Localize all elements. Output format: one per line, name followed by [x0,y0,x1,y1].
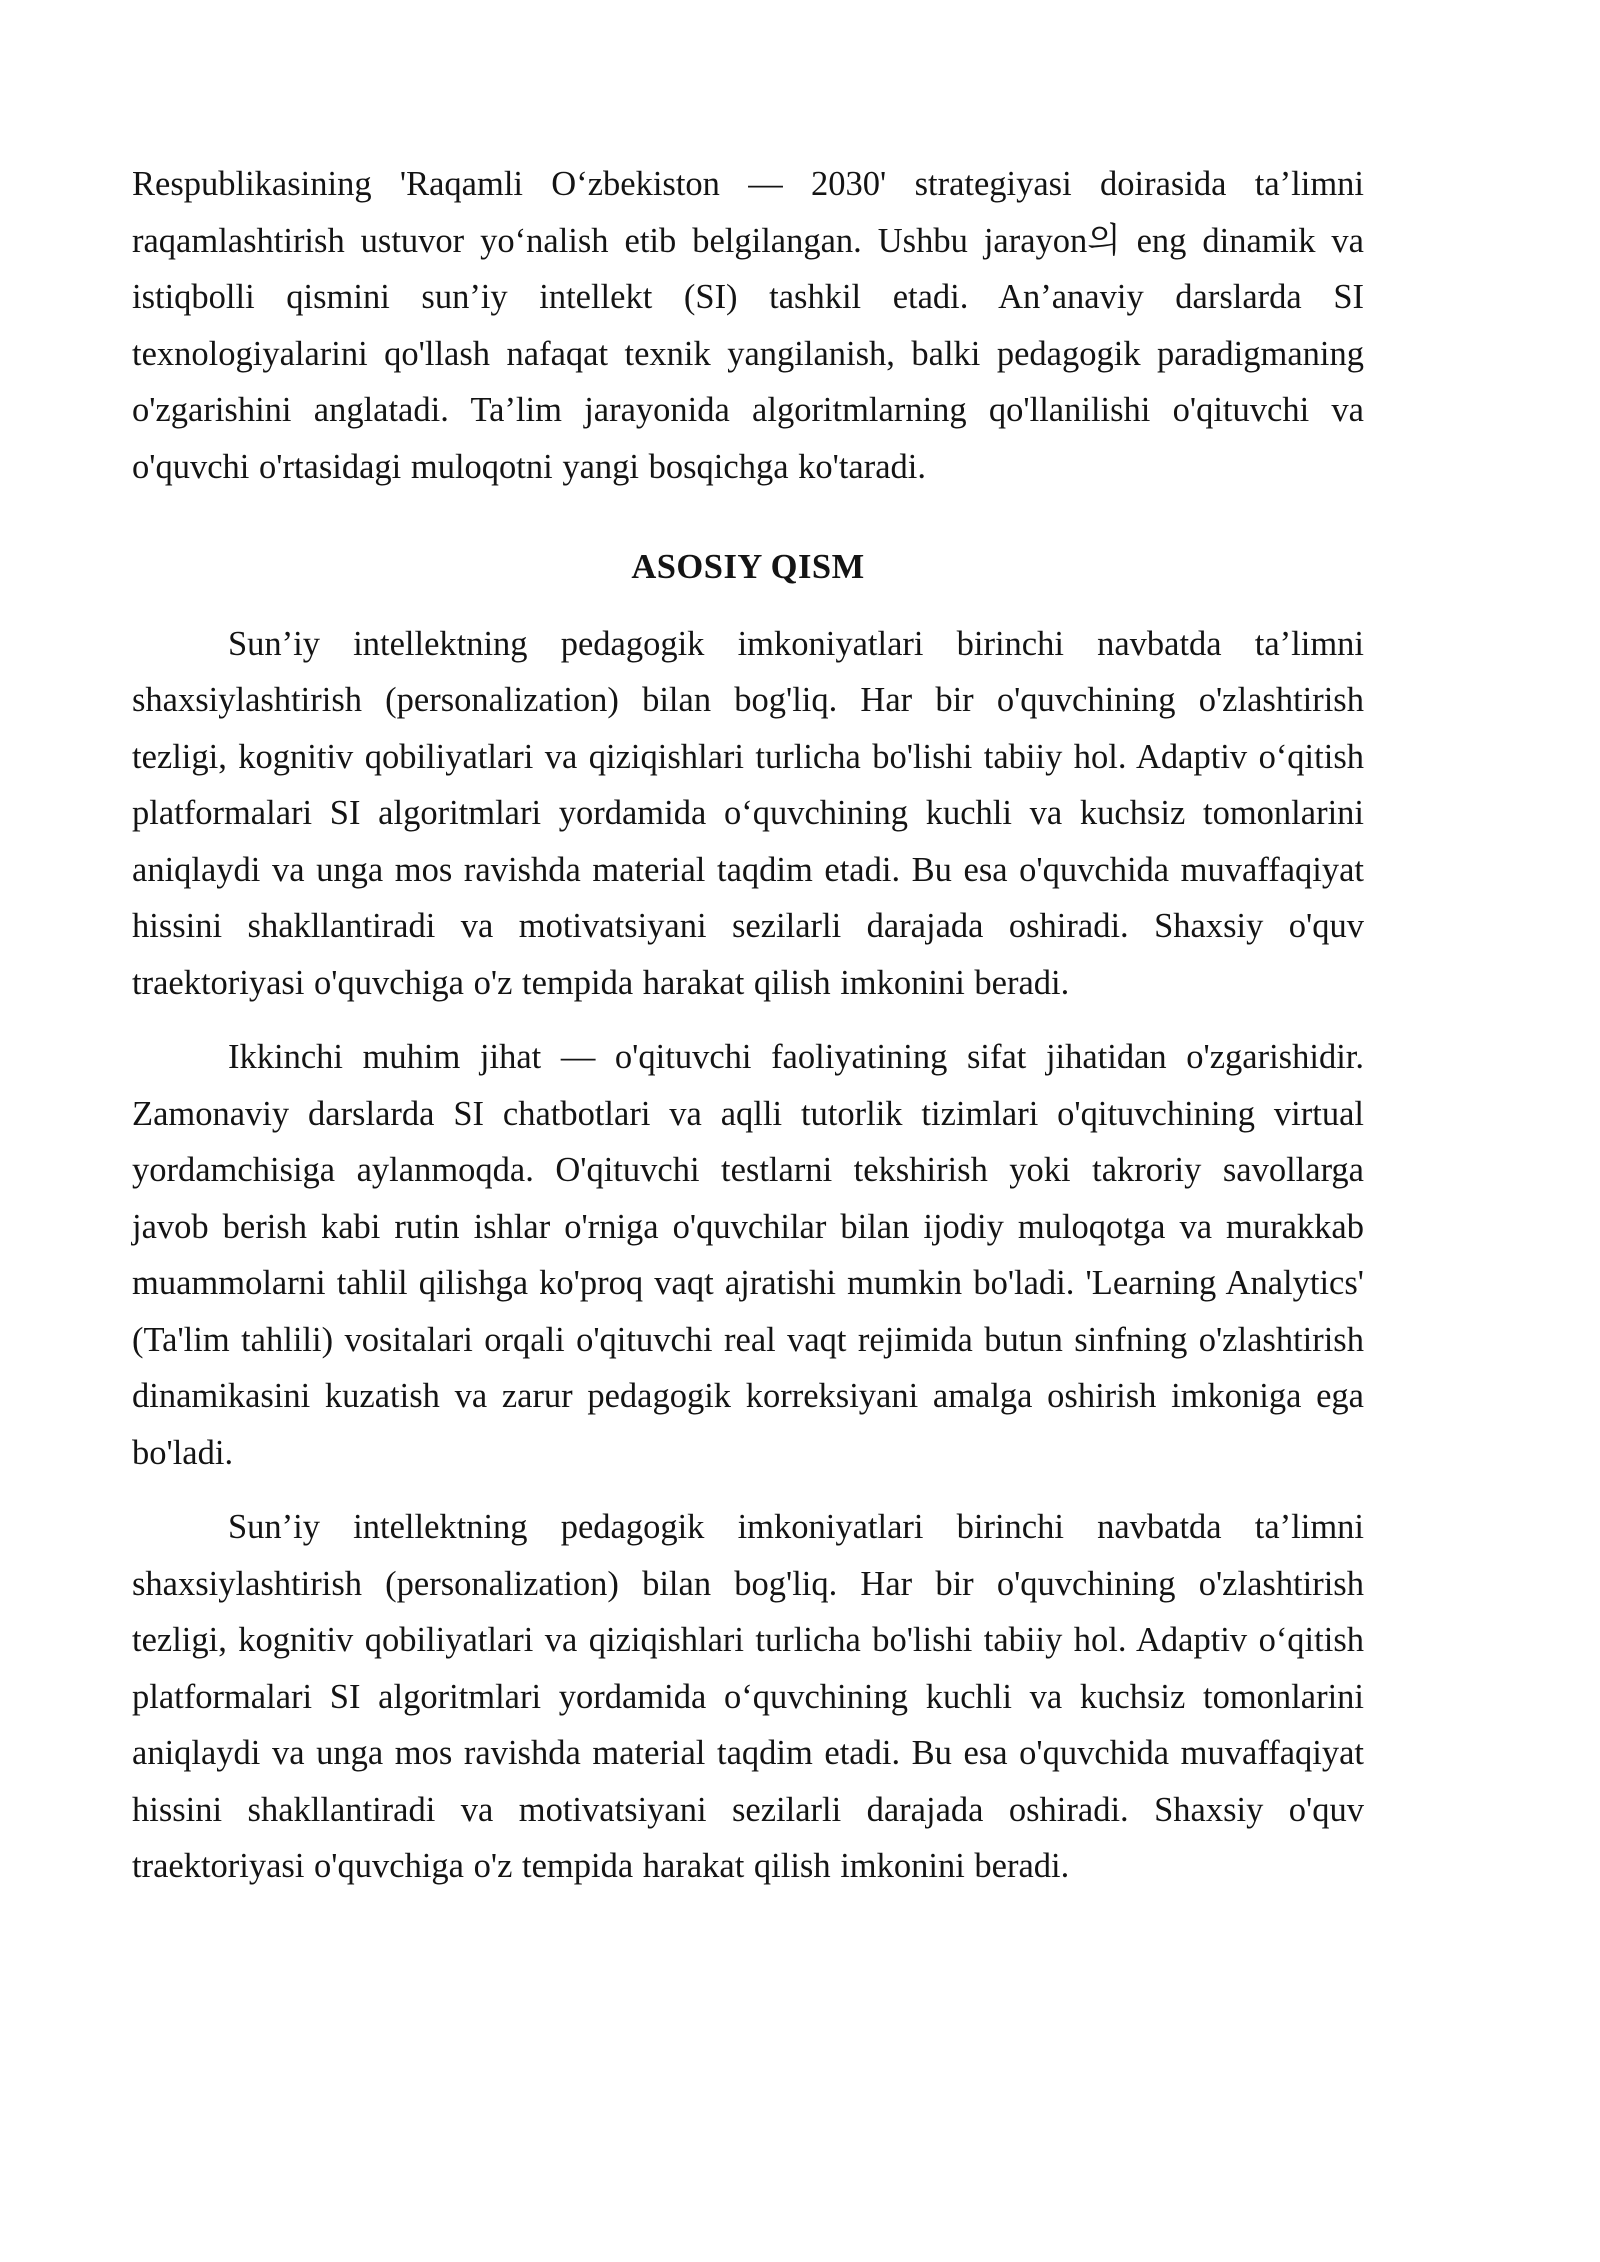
section-heading: ASOSIY QISM [631,548,865,586]
body-paragraph: Ikkinchi muhim jihat — o'qituvchi faoliyatining sifat jihatidan o'zgarishidir. Zamonaviy darslarda SI chatbotlari va aqlli tutorlik tizimlari o'qituvchining virtual yordamchisiga aylanmoqda. O'qituvchi testlarni tekshirish yoki takroriy savollarga javob berish kabi rutin ishlar o'rniga o'quvchilar bilan ijodiy muloqotga va murakkab muammolarni tahlil qilishga ko'proq vaqt ajratishi mumkin bo'ladi. 'Learning Analytics' (Ta'lim tahlili) vositalari orqali o'qituvchi real vaqt rejimida butun sinfning o'zlashtirish dinamikasini kuzatish va zarur pedagogik korreksiyani amalga oshirish imkoniga ega bo'ladi. [132,1038,1364,1472]
intro-paragraph: Respublikasining 'Raqamli O‘zbekiston — 2030' strategiyasi doirasida ta’limni raqamlashtirish ustuvor yo‘nalish etib belgilangan. Ushbu jarayon의 eng dinamik va istiqbolli qismini sun’iy intellekt (SI) tashkil etadi. An’anaviy darslarda SI texnologiyalarini qo'llash nafaqat texnik yangilanish, balki pedagogik paradigmaning o'zgarishini anglatadi. Ta’lim jarayonida algoritmlarning qo'llanilishi o'qituvchi va o'quvchi o'rtasidagi muloqotni yangi bosqichga ko'taradi. [132,165,1364,486]
body-paragraph: Sun’iy intellektning pedagogik imkoniyatlari birinchi navbatda ta’limni shaxsiylashtirish (personalization) bilan bog'liq. Har bir o'quvchining o'zlashtirish tezligi, kognitiv qobiliyatlari va qiziqishlari turlicha bo'lishi tabiiy hol. Adaptiv o‘qitish platformalari SI algoritmlari yordamida o‘quvchining kuchli va kuchsiz tomonlarini aniqlaydi va unga mos ravishda material taqdim etadi. Bu esa o'quvchida muvaffaqiyat hissini shakllantiradi va motivatsiyani sezilarli darajada oshiradi. Shaxsiy o'quv traektoriyasi o'quvchiga o'z tempida harakat qilish imkonini beradi. [132,1508,1364,1885]
body-paragraph: Sun’iy intellektning pedagogik imkoniyatlari birinchi navbatda ta’limni shaxsiylashtirish (personalization) bilan bog'liq. Har bir o'quvchining o'zlashtirish tezligi, kognitiv qobiliyatlari va qiziqishlari turlicha bo'lishi tabiiy hol. Adaptiv o‘qitish platformalari SI algoritmlari yordamida o‘quvchining kuchli va kuchsiz tomonlarini aniqlaydi va unga mos ravishda material taqdim etadi. Bu esa o'quvchida muvaffaqiyat hissini shakllantiradi va motivatsiyani sezilarli darajada oshiradi. Shaxsiy o'quv traektoriyasi o'quvchiga o'z tempida harakat qilish imkonini beradi. [132,624,1364,1002]
